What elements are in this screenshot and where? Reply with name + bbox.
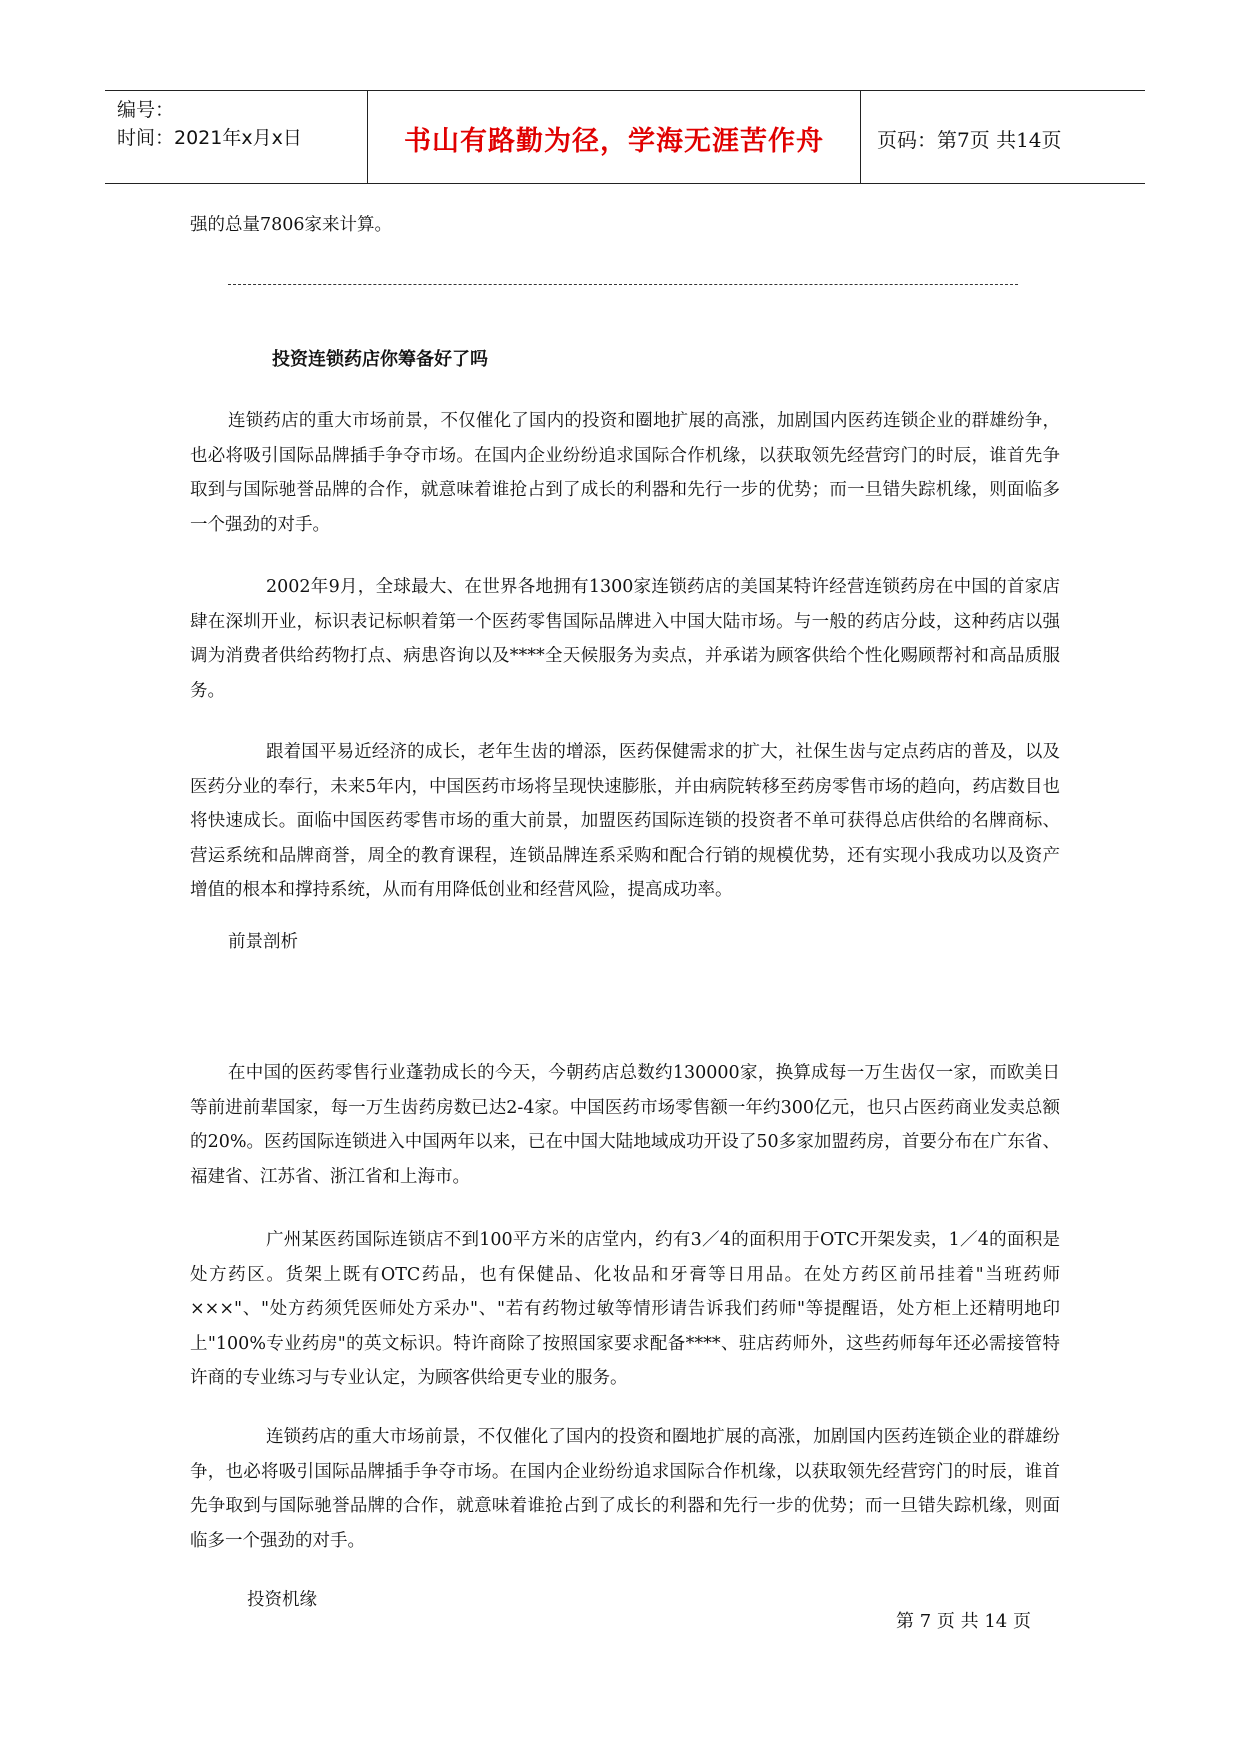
paragraph: 连锁药店的重大市场前景，不仅催化了国内的投资和圈地扩展的高涨，加剧国内医药连锁企业的群雄纷争，也必将吸引国际品牌插手争夺市场。在国内企业纷纷追求国际合作机缘，以获取领先经营窍门的时辰，谁首先争取到与国际驰誉品牌的合作，就意味着谁抢占到了成长的利器和先行一步的优势；而一旦错失踪机缘，则面临多一个强劲的对手。	[190, 1427, 1060, 1551]
page-header	[105, 90, 1145, 184]
dashed-divider	[228, 284, 1018, 285]
article-title: 投资连锁药店你筹备好了吗	[272, 349, 488, 370]
motto: 书山有路勤为径，学海无涯苦作舟	[404, 126, 824, 157]
header-page-cell	[861, 91, 1145, 183]
header-motto-cell	[368, 91, 861, 183]
paragraph: 在中国的医药零售行业蓬勃成长的今天，今朝药店总数约130000家，换算成每一万生齿仅一家，而欧美日等前进前辈国家，每一万生齿药房数已达2-4家。中国医药市场零售额一年约300亿元，也只占医药商业发卖总额的20%。医药国际连锁进入中国两年以来，已在中国大陆地域成功开设了50多家加盟药房，首要分布在广东省、福建省、江苏省、浙江省和上海市。	[190, 1063, 1060, 1187]
section-heading: 投资机缘	[247, 1590, 317, 1610]
paragraph: 广州某医药国际连锁店不到100平方米的店堂内，约有3／4的面积用于OTC开架发卖，1／4的面积是处方药区。货架上既有OTC药品，也有保健品、化妆品和牙膏等日用品。在处方药区前吊挂着"当班药师×××"、"处方药须凭医师处方采办"、"若有药物过敏等情形请告诉我们药师"等提醒语，处方柜上还精明地印上"100%专业药房"的英文标识。特许商除了按照国家要求配备****、驻店药师外，这些药师每年还必需接管特许商的专业练习与专业认定，为顾客供给更专业的服务。	[190, 1230, 1060, 1388]
time-label: 时间：2021年x月x日	[117, 127, 302, 149]
header-left-cell	[105, 91, 368, 183]
paragraph: 连锁药店的重大市场前景，不仅催化了国内的投资和圈地扩展的高涨，加剧国内医药连锁企业的群雄纷争，也必将吸引国际品牌插手争夺市场。在国内企业纷纷追求国际合作机缘，以获取领先经营窍门的时辰，谁首先争取到与国际驰誉品牌的合作，就意味着谁抢占到了成长的利器和先行一步的优势；而一旦错失踪机缘，则面临多一个强劲的对手。	[190, 411, 1060, 535]
intro-line: 强的总量7806家来计算。	[190, 215, 393, 235]
number-label: 编号：	[117, 99, 175, 121]
paragraph: 2002年9月，全球最大、在世界各地拥有1300家连锁药店的美国某特许经营连锁药房在中国的首家店肆在深圳开业，标识表记标帜着第一个医药零售国际品牌进入中国大陆市场。与一般的药店分歧，这种药店以强调为消费者供给药物打点、病患咨询以及****全天候服务为卖点，并承诺为顾客供给个性化赐顾帮衬和高品质服务。	[190, 577, 1060, 701]
page-info: 页码：第7页 共14页	[877, 128, 1062, 152]
section-heading: 前景剖析	[228, 932, 298, 952]
page-footer: 第 7 页 共 14 页	[896, 1611, 1031, 1632]
paragraph: 跟着国平易近经济的成长，老年生齿的增添，医药保健需求的扩大，社保生齿与定点药店的普及，以及医药分业的奉行，未来5年内，中国医药市场将呈现快速膨胀，并由病院转移至药房零售市场的趋向，药店数目也将快速成长。面临中国医药零售市场的重大前景，加盟医药国际连锁的投资者不单可获得总店供给的名牌商标、营运系统和品牌商誉，周全的教育课程，连锁品牌连系采购和配合行销的规模优势，还有实现小我成功以及资产增值的根本和撑持系统，从而有用降低创业和经营风险，提高成功率。	[190, 742, 1060, 900]
